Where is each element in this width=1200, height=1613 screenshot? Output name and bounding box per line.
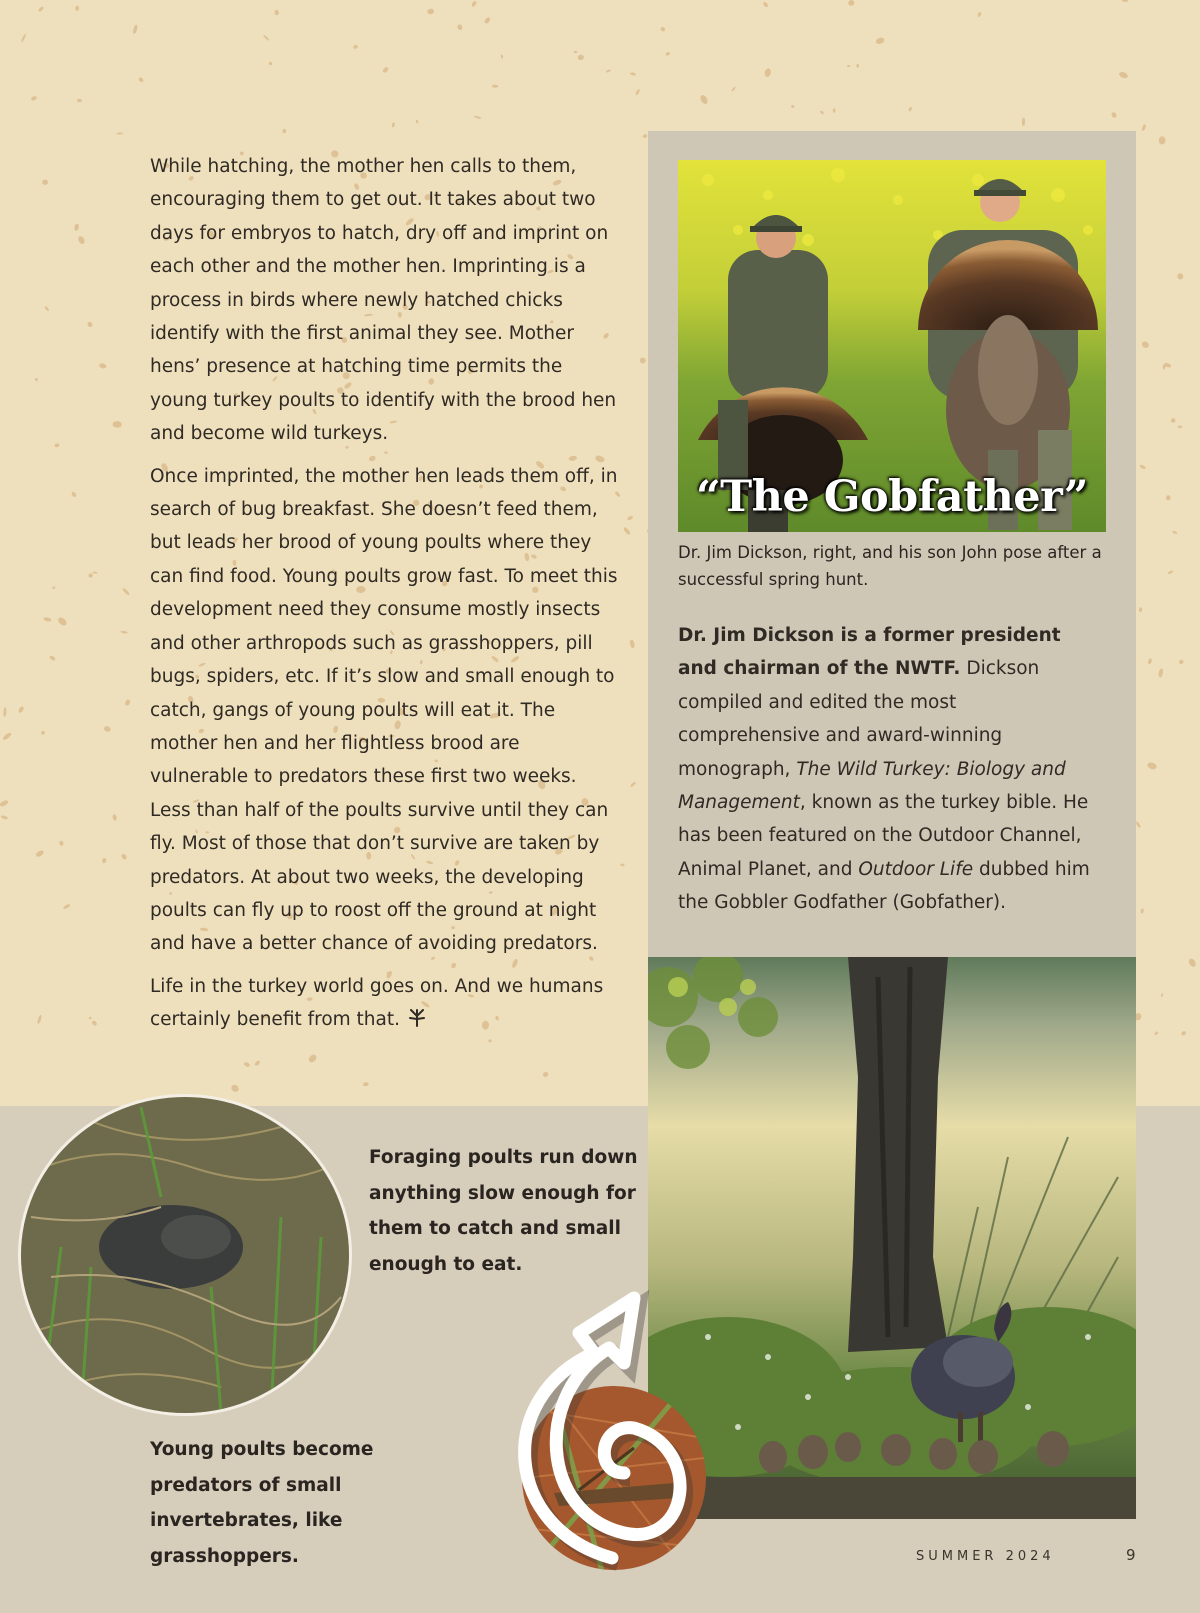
- bio-text-3: dubbed him the Gobbler Godfather (Gobfather).: [678, 858, 1090, 914]
- author-bio: [678, 619, 1098, 920]
- bio-lead: Dr. Jim Dickson is a former president and chairman of the NWTF.: [678, 625, 1061, 680]
- bio-book-title: The Wild Turkey: Biology and Management: [678, 758, 1066, 814]
- bio-text-1: Dickson compiled and edited the most comprehensive and award-winning monograph,: [678, 658, 1040, 780]
- page-number: 9: [1126, 1546, 1136, 1564]
- issue-label: SUMMER 2024: [916, 1549, 1055, 1564]
- photo-caption: Dr. Jim Dickson, right, and his son John pose after a successful spring hunt.: [678, 543, 1102, 589]
- gobfather-photo: [678, 160, 1106, 532]
- foraging-caption: Foraging poults run down anything slow enough for them to catch and small enough to eat.: [369, 1147, 638, 1275]
- paragraph-hatching: While hatching, the mother hen calls to them, encouraging them to get out. It takes about two days for embryos to hatch, dry off and imprint on each other and the mother hen. Imprinting is a process in birds where newly hatched chicks identify with the first animal they see. Mother hens’ presence at hatching time permits the young turkey poults to identify with the brood hen and become wild turkeys.: [150, 156, 617, 445]
- closing-text: Life in the turkey world goes on. And we humans certainly benefit from that.: [150, 975, 604, 1031]
- sidebar-panel: [648, 131, 1136, 957]
- turkey-track-icon: [408, 1005, 426, 1038]
- article-body: [150, 150, 620, 1048]
- bio-text-2: , known as the turkey bible. He has been featured on the Outdoor Channel, Animal Planet, and: [678, 792, 1089, 880]
- bio-magazine-title: Outdoor Life: [858, 858, 974, 880]
- young-poults-caption: Young poults become predators of small invertebrates, like grasshoppers.: [150, 1439, 374, 1567]
- photo-title: “The Gobfather”: [695, 472, 1089, 522]
- foraging-poult-photo: [18, 1094, 352, 1416]
- paragraph-imprinted: Once imprinted, the mother hen leads them off, in search of bug breakfast. She doesn’t feed them, but leads her brood of young poults where they can find food. Young poults grow fast. To meet this development need they consume mostly insects and other arthropods such as grasshoppers, pill bugs, spiders, etc. If it’s slow and small enough to catch, gangs of young poults will eat it. The mother hen and her flightless brood are vulnerable to predators these first two weeks. Less than half of the poults survive until they can fly. Most of those that don’t survive are taken by predators. At about two weeks, the developing poults can fly up to roost off the ground at night and have a better chance of avoiding predators.: [150, 465, 618, 955]
- curved-arrow-icon: [484, 1278, 744, 1608]
- paragraph-closing: [150, 970, 620, 1039]
